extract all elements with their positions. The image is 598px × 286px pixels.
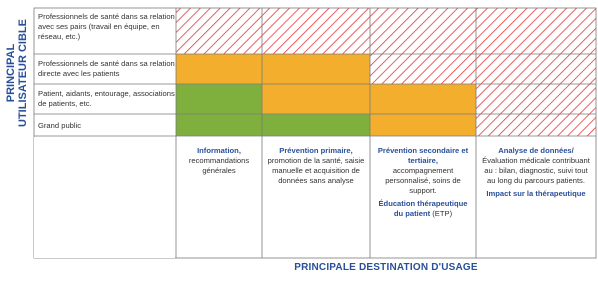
y-axis-line1: PRINCIPAL [5, 43, 17, 102]
x-axis-title: PRINCIPALE DESTINATION D'USAGE [294, 262, 478, 273]
column-data-analysis-body: Évaluation médicale contribuant au : bilan, diagnostic, suivi tout au long du parcours patients. [482, 156, 590, 185]
y-axis-title [2, 10, 32, 135]
green-band-bottom [262, 114, 370, 136]
etp-block [374, 199, 472, 219]
orange-band-right [370, 84, 476, 136]
therapeutic-impact-block [480, 189, 592, 199]
etp-suffix: (ETP) [432, 209, 453, 218]
y-axis-line2: UTILISATEUR CIBLE [17, 18, 29, 127]
column-information-body: recommandations générales [188, 156, 250, 175]
column-information-heading: Information, [197, 146, 241, 155]
column-data-analysis [480, 146, 592, 199]
row-label-peers: Professionnels de santé dans sa relation avec ses pairs (travail en équipe, en réseau, etc.) [38, 12, 175, 41]
corner-blank [34, 137, 175, 258]
etp-heading: Éducation thérapeutique du patient [378, 199, 468, 218]
column-primary-prevention [266, 146, 366, 186]
column-data-analysis-heading: Analyse de données/ [498, 146, 574, 155]
row-label-patients-caregivers: Patient, aidants, entourage, associations de patients, etc. [38, 89, 175, 108]
column-primary-prevention-body: promotion de la santé, saisie manuelle et acquisition de données sans analyse [267, 156, 365, 185]
column-primary-prevention-heading: Prévention primaire, [279, 146, 353, 155]
column-information [180, 146, 258, 176]
column-secondary-prevention-heading: Prévention secondaire et tertiaire, [377, 146, 469, 165]
orange-band-middle [262, 84, 370, 114]
column-secondary-prevention [374, 146, 472, 219]
row-label-general-public: Grand public [38, 121, 82, 130]
row-label-patient-relation: Professionnels de santé dans sa relation directe avec les patients [38, 59, 175, 78]
therapeutic-impact-heading: Impact sur la thérapeutique [486, 189, 586, 198]
orange-band-top [176, 54, 370, 84]
column-secondary-prevention-body: accompagnement personnalisé, soins de support. [385, 166, 461, 195]
green-band-left [176, 84, 262, 136]
